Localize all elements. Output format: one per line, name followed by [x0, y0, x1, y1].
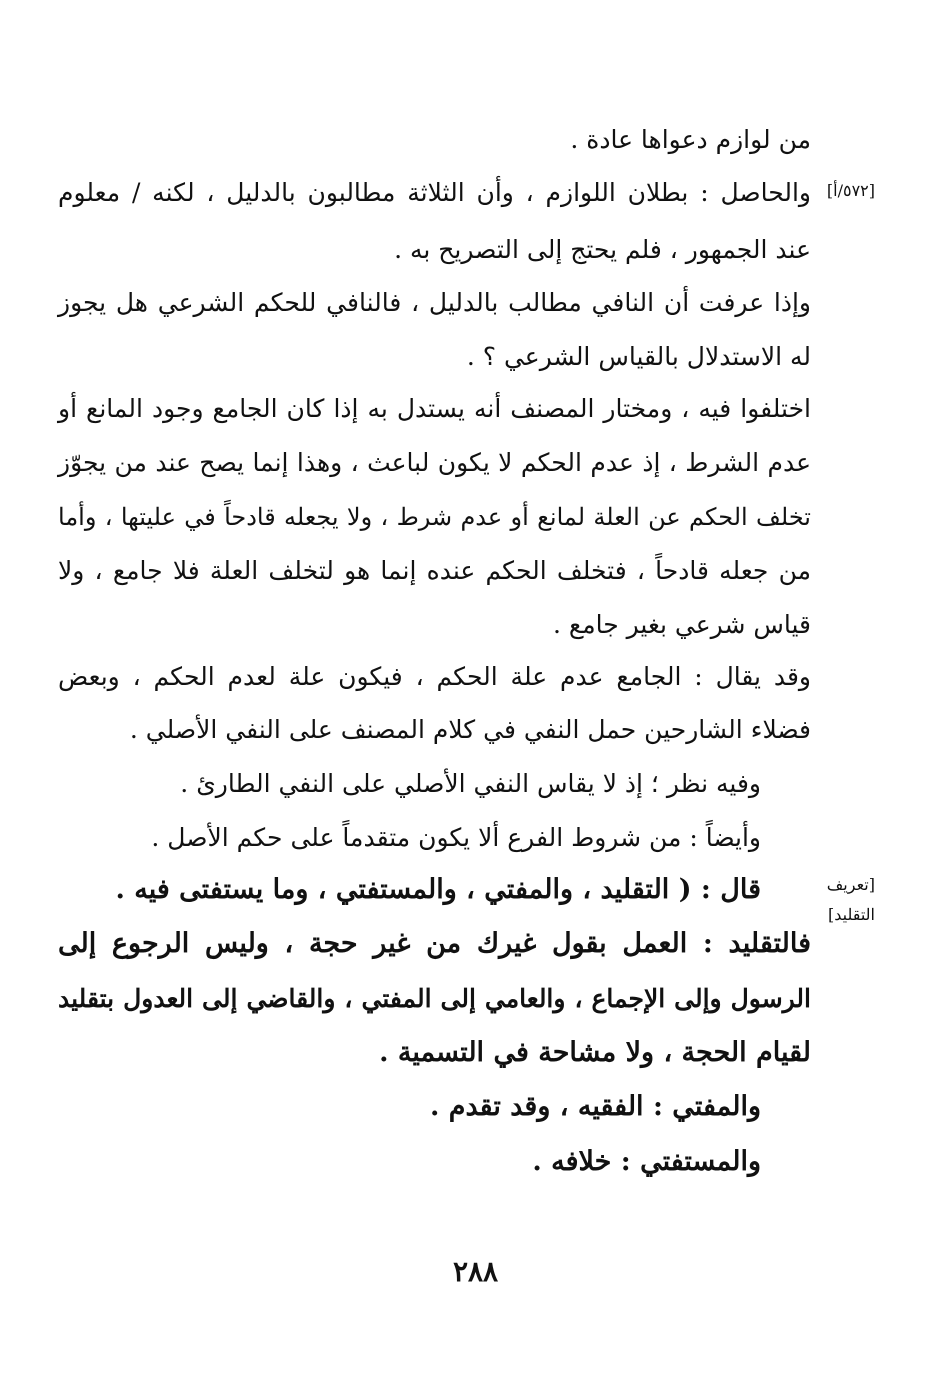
text-line-9: من جعله قادحاً ، فتخلف الحكم عنده إنما هو لتخلف العلة فلا جامع ، ولا	[58, 556, 811, 585]
text-line-12: فضلاء الشارحين حمل النفي في كلام المصنف على النفي الأصلي .	[129, 715, 811, 744]
text-line-10: قياس شرعي بغير جامع .	[553, 610, 811, 639]
quote-line-2: فالتقليد : العمل بقول غيرك من غير حجة ، وليس الرجوع إلى	[58, 928, 811, 959]
quote-line-5: والمفتي : الفقيه ، وقد تقدم .	[429, 1091, 761, 1122]
text-line-8: تخلف الحكم عن العلة لمانع أو عدم شرط ، ولا يجعله قادحاً في عليتها ، وأما	[58, 503, 811, 531]
text-line-14: وأيضاً : من شروط الفرع ألا يكون متقدماً على حكم الأصل .	[151, 823, 761, 852]
page-number: ٢٨٨	[452, 1255, 499, 1288]
quote-line-6: والمستفتي : خلافه .	[532, 1146, 761, 1177]
text-line-5: له الاستدلال بالقياس الشرعي ؟ .	[466, 342, 811, 371]
quote-line-4: لقيام الحجة ، ولا مشاحة في التسمية .	[379, 1037, 811, 1068]
text-line-7: عدم الشرط ، إذ عدم الحكم لا يكون لباعث ، وهذا إنما يصح عند من يجوّز	[58, 448, 811, 477]
text-line-3: عند الجمهور ، فلم يحتج إلى التصريح به .	[394, 235, 811, 264]
text-line-6: اختلفوا فيه ، ومختار المصنف أنه يستدل به إذا كان الجامع وجود المانع أو	[58, 394, 811, 423]
quote-line-1: قال : ( التقليد ، والمفتي ، والمستفتي ، وما يستفتى فيه .	[115, 874, 761, 905]
quote-line-3: الرسول وإلى الإجماع ، والعامي إلى المفتي ، والقاضي إلى العدول بتقليد	[58, 984, 811, 1013]
text-line-4: وإذا عرفت أن النافي مطالب بالدليل ، فالنافي للحكم الشرعي هل يجوز	[58, 288, 811, 317]
margin-heading-line-1: [تعريف	[826, 875, 875, 894]
margin-heading-line-2: التقليد]	[827, 905, 875, 924]
folio-marker: [٥٧٢/أ]	[826, 181, 875, 200]
text-line-1: من لوازم دعواها عادة .	[570, 125, 811, 154]
text-line-13: وفيه نظر ؛ إذ لا يقاس النفي الأصلي على النفي الطارئ .	[180, 769, 761, 798]
text-line-2: والحاصل : بطلان اللوازم ، وأن الثلاثة مطالبون بالدليل ، لكنه / معلوم	[58, 178, 811, 207]
text-line-11: وقد يقال : الجامع عدم علة الحكم ، فيكون علة لعدم الحكم ، وبعض	[58, 662, 811, 691]
